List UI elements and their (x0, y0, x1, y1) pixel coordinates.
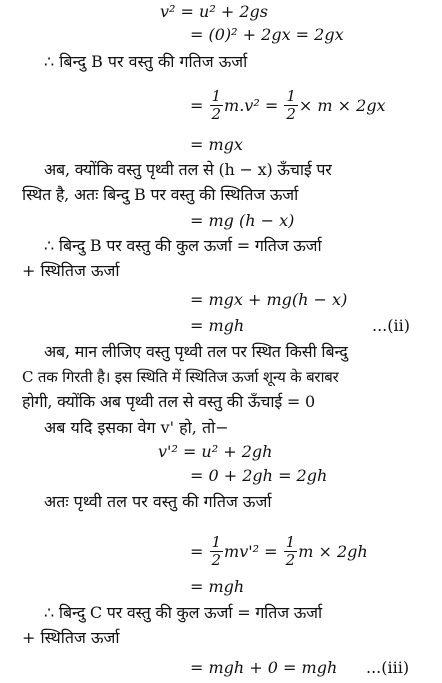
equation-line: = (0)² + 2gx = 2gx (190, 25, 344, 44)
fraction-denominator: 2 (285, 551, 296, 569)
fraction-denominator: 2 (286, 105, 296, 123)
fraction-equation-line (190, 534, 368, 569)
text-line: अतः पृथ्वी तल पर वस्तु की गतिज ऊर्जा (44, 492, 272, 511)
text-line: + स्थितिज ऊर्जा (22, 628, 120, 647)
text-line: अब, क्योंकि वस्तु पृथ्वी तल से (h − x) ऊँचाई पर (44, 160, 332, 179)
equation-line: = mgh (190, 316, 245, 335)
equation-term: m.v² = (224, 95, 279, 115)
text-line: अब, मान लीजिए वस्तु पृथ्वी तल पर स्थित किसी बिन्दु (44, 342, 348, 361)
text-line: ∴ बिन्दु B पर वस्तु की कुल ऊर्जा = गतिज ऊर्जा (44, 236, 322, 255)
equation-line: = mgx (190, 135, 243, 154)
equation-line: = mgh (190, 577, 245, 596)
fraction-numerator: 1 (211, 87, 222, 105)
text-line: स्थित है, अतः बिन्दु B पर वस्तु की स्थितिज ऊर्जा (22, 185, 299, 204)
text-line: अब यदि इसका वेग v' हो, तो− (44, 418, 229, 437)
equation-line: v'² = u² + 2gh (158, 442, 273, 461)
text-line: ∴ बिन्दु C पर वस्तु की कुल ऊर्जा = गतिज ऊर्जा (44, 603, 322, 622)
fraction-half (210, 88, 224, 123)
equation-term: × m × 2gx (298, 95, 386, 115)
equation-line: = mg (h − x) (190, 211, 295, 230)
fraction-numerator: 1 (285, 533, 296, 551)
fraction-numerator: 1 (211, 533, 222, 551)
fraction-half (210, 534, 224, 569)
text-line: + स्थितिज ऊर्जा (22, 261, 120, 280)
equation-line: = mgx + mg(h − x) (190, 290, 348, 309)
equation-term: mv'² = (224, 541, 278, 561)
equation-line: v² = u² + 2gs (160, 2, 268, 21)
fraction-numerator: 1 (286, 87, 296, 105)
equation-tag: ...(iii) (366, 658, 410, 677)
text-line: ∴ बिन्दु B पर वस्तु की गतिज ऊर्जा (44, 52, 248, 71)
fraction-denominator: 2 (211, 105, 222, 123)
equals-sign: = (190, 541, 204, 561)
equation-tag: ...(ii) (372, 316, 410, 335)
equation-line: = 0 + 2gh = 2gh (190, 466, 328, 485)
text-line: C तक गिरती है। इस स्थिति में स्थितिज ऊर्जा शून्य के बराबर (22, 368, 339, 386)
equation-line: = mgh + 0 = mgh (190, 658, 338, 677)
text-line: होगी, क्योंकि अब पृथ्वी तल से वस्तु की ऊँचाई = 0 (22, 392, 315, 411)
equals-sign: = (190, 95, 204, 115)
fraction-half (284, 88, 298, 123)
fraction-equation-line (190, 88, 386, 123)
equation-term: m × 2gh (298, 541, 368, 561)
fraction-denominator: 2 (211, 551, 222, 569)
fraction-half (284, 534, 298, 569)
